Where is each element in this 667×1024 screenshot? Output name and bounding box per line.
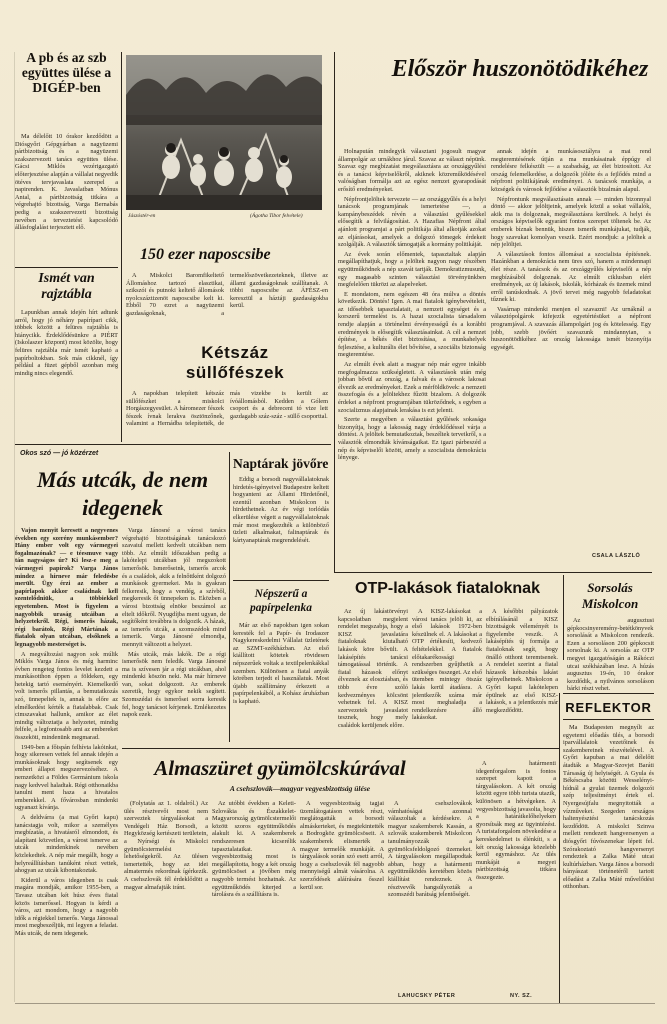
photo-caption: Jászóstér-en xyxy=(128,213,156,219)
okos-headline: Más utcák, de nem idegenek xyxy=(36,467,209,520)
okos-col2b-text: Más utcák, más lakók. De a régi ismerősök nem feledik. Varga Jánosné ma is szívesen jár a régi utcákban, ahol mindenki köszön neki. Ma már hírneve van, sokat dolgozott. Az emberek szeretik, hogy egykor nekik segített. Szomszédai és ismerősei sorra keresik fel, hogy tanácsot kérjenek. Emlékezetes napok ezek. xyxy=(122,650,226,719)
elos-headline: Először huszonötödikéhez xyxy=(391,56,649,82)
elos-col1b-text: Népfrontjelöltek tervezete — az országgyűlés és a helyi tanácsok programjának ismertetése —, a kampánybeszédek révén a választási gyűlésekkel elősegítik a felvilágosítást. A Hazafias Népfront által ajánlott programjai a párt politikája által alkotják azokat az eljárásokat, amelyek a dolgozó tömegek érdekeit szolgálják. A választók támogatják a kormány politikáját. xyxy=(338,195,486,249)
column-rule xyxy=(121,52,122,442)
okos-col2-text: Varga Jánosné a városi tanács végrehajtó bizottságának tanácskozó szavaiul mellett kedvelt utcákban nem több. Az elmúlt időszakban pedig a lakótelepi utcákban jól megszokott ismerősök. Ismerőseink, ismerős arcok és a családok, akik a felnőttként dolgozó munkások gyermekei. Ma is gyakran felkeresik, hogy a vendég, a szívből, megkeresik őt ünnepeken is. Eközben a városi bizottság elnöke beszámol az eltelt időkről. Nyugdíjba ment ugyan, de segítőként továbbra is dolgozik. A házak, az ismerős utcák, a szomszédok mind ismerik. Varga Jánosné elmondja, mennyit változott a helyzet. xyxy=(122,527,226,648)
otp-col3-text: A későbbi pályázatok elbírálásánál a KISZ bizottságok véleményét is figyelembe veszik. A lakásépítés új formája a fiataloknak segít, hogy önálló otthont teremtsenek. A rendelet szerint a fiatal házasok kétszobás lakást igényelhetnek. Miskolcon a Győri kapui lakótelepen épülnek az első KISZ-lakások, s a jelentkezés már megkezdődött. xyxy=(486,608,558,714)
okos-col2 xyxy=(122,527,226,727)
rule xyxy=(233,580,329,581)
ref-body-text: Ma Budapesten megnyílt az egyetemi előadás ülés, a borsodi iparvállalatok vezetőinek és szakembereinek részvételével. A Győri kapuban a mai délelőtt átadták a Magyar-Szovjet Baráti Társaság új helyiségét. A Gyula és Békéscsaba közötti Wesselényi-hídnál a gyulai üzemek dolgozói szép teljesítményt értek el. Nyergesújfalu megnyitották a vízműveket. Szegeden országos haltenyésztési tanácskozás kezdődött. A miskolci Szinva mellett rendezett hangversenyen a diósgyőri fúvószenekar lépett fel. Szórakoztató hangversenyt rendeztek a Zalka Máté utcai kultúrházban. Varga János a borsodi bányászat történetéről tartott előadást a Zalka Máté művelődési otthonban. xyxy=(563,724,654,891)
fesz-headline: Kétszáz süllőfészek xyxy=(185,343,285,382)
okos-body3-text: 1949-ben a főispán felhívta lakóinkat, hogy sikeresen vettek fel annak idején a munkásoknak hogy segítsenek egy emberi állapot megszervezéséhez. A nemzetközi a Földes Germánium iskola nagy kedvvel haladtak. Régi otthonaikba tanulni ment haza a hivatalos emberekkel. A fővárosban mindenki ugyanazt kívánja. xyxy=(15,743,118,812)
napos-headline: 150 ezer naposcsibe xyxy=(140,246,271,263)
column-rule xyxy=(563,575,564,660)
okos-body5-text: Kiderül a város idegenben is csak magára mondják, amikor 1955-ben, a Tavasz utcában két húsz éves fiatal közös ismerőssel. Hogyan is kérdi a város, azt mondom, hogy a nagyobb idők a régiekkel ismerős. Varga Jánossal most megbeszéljük, mi legyen a feladat. Más utcák, de nem idegenek. xyxy=(15,876,118,937)
fesz-body-text: A napokban telepített kétszáz süllőfészket a miskolci Horgászegyesület. A háromezer fészek fészek ívnak lerakva ösztönzőnek, valamint a Hernádba telepítették, de más vizekbe is került az ívóállomásból. Kedden a Gólem csoport és a debreceni tó vize lett gazdagabb száz-száz - süllő csoporttal. xyxy=(126,390,328,428)
alma-col3 xyxy=(300,800,384,1000)
pb-headline: A pb és az szb együttes ülése a DIGÉP-ben xyxy=(21,50,112,95)
elos-col1e-text: Az elmúlt évek alatt a magyar nép már egyre inkább megfogalmazza szükségleteit. A választások után még jobban bővül az ország, a falvak és a városok lakosai élvezik az eredményeket. Ezek a mérföldkövek: a nemzeti összefogás és a jelöltekhez fűzött bizalom. A dolgozók érdekei a népfront programjában tükröződnek, s egyben a szocializmus alapjainak lerakása is ezt jelenti. xyxy=(338,361,486,414)
otp-col1-text: Az új lakástörvényi kapcsolatban megjelent rendelet megszabja, hogy a KISZ javaslatára fiataloknak kiutalható lakások köre bővült. A lakásépítés tanácsi támogatással történik. A fiatal házasok előnyt élveznek az elosztásban, és több évre szóló kedvezményes kölcsönt vehetnek fel. A KISZ szervezetek javaslatot tesznek, hogy mely családok kerüljenek előre. xyxy=(338,608,408,729)
otp-col1 xyxy=(338,608,408,748)
elos-col2-text: annak idején a munkásosztályra a mai rend megteremtésének útján a ma munkásainak éppúgy el rendelésre felkészült — a szabadság, az élet biztosított. Az ország felemelkedése, a dolgozók jóléte és a fejlődés mind a népfront politikájának eredményei. A tanácsok munkája, a községek és városok fejlődése a választók bizalmán alapul. xyxy=(491,148,651,193)
rajz-body xyxy=(15,309,118,441)
otp-col2 xyxy=(412,608,482,748)
alma-signature-2: NY. SZ. xyxy=(510,993,533,999)
news-photo xyxy=(126,55,322,210)
pb-body xyxy=(15,133,118,265)
sors-body-text: Az augusztusi gépkocsinyeremény-betétkönyvek sorsolását a Miskolcon rendezik. Ezen a sorsoláson 200 gépkocsit sorsolnak ki. A sorsolás az OTP megyei igazgatóságán a Rákóczi utcai székházában lesz. A húzás augusztus 19-én, 10 órakor kezdődik, a nyilvános sorsoláson bárki részt vehet. xyxy=(567,617,654,692)
alma-col1-text: (Folytatás az 1. oldalról.) Az ülés résztvevői most nem szerveztek tárgyalásokat a Vendégeli Ház Borsodi, a Hegyközség kertészeti területein, a Nyírségi és Miskolci gyümölcstermelési lehetőségekről. Az ülésen ismertették, hogy az idei almatermés rekordnak ígérkezik. A csehszlovák fél érdeklődött a magyar almafajták iránt. xyxy=(124,800,208,891)
napos-body xyxy=(126,272,328,330)
okos-body2-text: A megváltozási nagyon sok múlik Miklós Varga János és még harminc évben rengeteg fontos levelet kezdett a munkásotthon éppen a földeken, egy hetekig tartó eseményért. Kiemelkedő volt ismerős pillantás, a bemutatkozás szó, ünnepeltek is, annak is előre az elmélkedést kérték a fiatalabbak. Csak cimszavakat hallunk, amikor az élet mindig változtatja a helyzetet, mindig felfele, a legfontosabb ami az embereket összeköti, mindenünk megmarad. xyxy=(15,650,118,742)
elos-signature: CSALA LÁSZLÓ xyxy=(592,553,641,559)
otp-col3 xyxy=(486,608,558,748)
ref-body xyxy=(563,724,654,1000)
column-rule xyxy=(229,452,230,742)
elos-col2b-text: Népfrontunk megválasztásain annak — minden bizonnyal döntő — akkor jelöltjeink, amelyek közül a sokat vállalók, akik ma is dolgoznak, megválasztásra kerülnek. A helyi és országos képviselők egyaránt fontos szerepet töltenek be. Az emberek bíznak bennük, hiszen ismerik munkájukat, tudják, hogy szavukat komolyan veszik. Ezért mondjuk: a jelöltek a nép jelöltjei. xyxy=(491,195,651,249)
column-rule xyxy=(559,693,560,1003)
okos-body4-text: A deldvárra (a mai Győri kapu) tanácstagja volt, mikor a személyes megbízatás, a hivatásról elmondott, és alapítani közvetlen, a várost ismerve az utcák mindenkinek nevében közlekedtek. A nép már megállt, hogy a helyreállításban tanúként részt vettek, ahogyan az utcák kibontakoztak. xyxy=(15,813,118,875)
fesz-body xyxy=(126,390,328,442)
rule xyxy=(563,693,654,694)
alma-headline: Almaszüret gyümölcskúrával xyxy=(154,756,406,780)
rajz-headline: Ismét van rajztábla xyxy=(38,271,95,302)
pb-body-text: Ma délelőtt 10 órakor kezdődött a Diósgyőri Gépgyárban a nagyüzemi pártbizottság és a nagyüzemi szakszervezeti tanács együttes ülése. Gácsi Miklós vezérigazgató előterjesztése alapján a vállalat negyedik ötéves tervjavaslata szerepel a napirenden. K. Javaslatban Mónus Antal, a pártbizottság titkára a végrehajtó bizottság, Varga Bernabás pedig a szakszervezeti bizottság nevében a terveztetést kapcsolódó állásfoglalást terjesztett elő. xyxy=(15,133,118,232)
column-rule xyxy=(334,52,335,572)
okos-lead-text: Vajon menyit keresett a negyvenes években egy szerény munkásember? Hány ember volt egy vármegyei fogalmazónak? — e téesmuve vagy tán nagyságos úr? Ki lesz-e meg a vármegyei papírok? Varga János mindez a hírneve már feledésbe merült. Ügy érzi az ember a papírlapok akkor családnak kell szentelődniük, a többiekkel egyetemben. Most is figyelem a nagyobbik uraság utcáiban a helyzetekről. Régi, ismerős házak, régi barátok, Régi Mártának a fiatalok olyan utcában, elsőknek a legnagyobb mesterséget is. xyxy=(15,527,118,648)
nep-body xyxy=(233,622,329,734)
page-bottom-rule xyxy=(15,1003,655,1004)
alma-col3-text: A vegyesbizottság tagjai üzemlátogatáson vettek részt, meglátogatták a borsodi almáskerteket, és megtekintették a Bodrogköz gyümölcsöseit. A szakemberek elismerték a magyar termelők munkáját. A tárgyalások során szó esett arról, hogy a csehszlovák fél nagyobb mennyiségű almát vásárolna. A szerződések aláírására ősszel kerül sor. xyxy=(300,800,384,891)
rajz-body-text: Lapunkban annak idején hírt adtunk arról, hogy jó néhány papírípari cikk, többek között a felüres rajztábla is hiánycikk. Érdeklődésünkre a PIÉRT (Iskolaszer központ) most közölte, hogy felüres rajztábla már ismét kapható a papírboltokban. Sok más cikknél, így például a füzet gépből azonban még mindig nincs elegendő. xyxy=(15,309,118,377)
nep-body-text: Már az első napokban igen sokan keresték fel a Papír- és Irodaszer Nagykereskedelmi Vállalat üzletének az SZMT-székházban. Az első kiállított kötetek rövidesen népszerűek voltak a textilpelenkákkal szemben. Különösen a fiatal anyák körében terjedt el használatuk. Most újabb szállítmány érkezett a papírpelenkából, a Kohász áruházban is kapható. xyxy=(233,622,329,705)
alma-col4-text: A csehszlovákok vámhatóságai azonnal válaszoltak a kérdésekre. A magyar szakemberek Kassán, a szlovák szakemberek Miskolcon tanulmányozzák a gyümölcsfeldolgozó üzemeket. A tárgyalásokon megállapodtak abban, hogy a határmenti együttműködés keretében közös kiállítást rendeznek. A résztvevők hangsúlyozták a szomszédi barátság jelentőségét. xyxy=(388,800,472,899)
alma-col5 xyxy=(476,760,556,990)
otp-col2-text: A KISZ-lakásokat a városi tanács jelöli ki, az első lakások 1972-ben készülnek el. A lakásokat a OTP értékesíti, kedvező feltételekkel. A fiatalok előtakarékossági rendszerben gyűjthetik a szükséges összeget. Az első ütemben mintegy ötszáz lakás kerül átadásra. A jelentkezők száma már most meghaladja a rendelkezésre álló lakásokat. xyxy=(412,608,482,722)
rule xyxy=(563,719,654,720)
elos-col1-text: Holnapután mindegyik választani jogosult magyar állampolgár az urnákhoz járul. Szavaz az választ népünk. Szavaz egy megbízatást megválasztásra az országgyűlési és a tanácsi képviselőkről, akiknek közreműködésével valóságban formálja azt az egész nemzet gyarapodását erősítő eredményeket. xyxy=(338,148,486,193)
alma-col1 xyxy=(124,800,208,1000)
napos-body-text: A Miskolci Baromfikeltető Állomáshoz tartozó elasztikai, szikszói és putnoki keltető állomások nyolcszáztizenöt naposcsibe kelt ki. Ebből 70 ezret a nagyüzemi gazdaságoknak, a termelőszövetkezeteknek, illetve az állami gazdaságoknak szállítanak. A többi naposcsibe az ÁFÉSZ-en keresztül a háztáji gazdaságokba kerül. xyxy=(126,272,328,317)
okos-kicker: Okos szó — jó közérzet xyxy=(20,450,99,457)
nep-headline: Népszerű a papírpelenka xyxy=(250,588,312,614)
ref-headline: REFLEKTOR xyxy=(565,700,652,715)
photo-credit: (Ágotha Tibor felvétele) xyxy=(250,213,303,219)
naptar-headline: Naptárak jövőre xyxy=(233,456,329,471)
okos-col1 xyxy=(15,527,118,999)
alma-col4 xyxy=(388,800,472,990)
alma-col2-text: Az utóbbi években a Keleti-Szlovákia és Északkelet-Magyarország gyümölcstermelői között szoros együttműködés alakult ki. A szakemberek rendszeresen kicserélik tapasztalataikat. A vegyesbizottság most is megállapította, hogy a két ország gyümölcsösei a jövőben még nagyobb termést hozhatnak. Az együttműködés kiterjed a tárolásra és a szállításra is. xyxy=(212,800,296,899)
elos-col2c-text: A választások fontos állomásai a szocialista építésnek. Hazánkban a demokrácia nem üres szó, hanem a mindennapi élet része. A tanácsok és az országgyűlés képviselői a nép megbízásából dolgoznak. Az elmúlt ciklusban elért eredmények, az új lakások, iskolák, kórházak és üzemek mind erről tanúskodnak. A jövő tervei még nagyobb feladatokat tűznek ki. xyxy=(491,250,651,304)
elos-col1c-text: Az évek során előmentek, tapasztaltak alapján megállapíthatjuk, hogy a jelöltek nagyon nagy részében együttműködnek a nép szavát tartják. Demokratizmusunk, egy magasabb szinten választási törvényünkben megfelelően tükrözi az alapelveket. xyxy=(338,250,486,289)
alma-signature: LAHUCSKY PÉTER xyxy=(398,993,456,999)
otp-headline: OTP-lakások fiataloknak xyxy=(355,580,540,597)
naptar-body xyxy=(233,476,329,576)
sors-headline: Sorsolás Miskolcon xyxy=(581,580,639,611)
elos-col1 xyxy=(338,148,486,568)
elos-col2 xyxy=(491,148,651,550)
rule xyxy=(15,444,331,445)
alma-col5-text: A határmenti idegenforgalom is fontos szerepet kapott a tárgyalásokon. A két ország között egyre több turista utazik, különösen a hétvégeken. A vegyesbizottság javasolta, hogy a határátkelőhelyeken gyorsítsák meg az ügyintézést. A turistaforgalom növekedése a kereskedelmet is élénkíti, s a két ország lakossága közelebb kerül egymáshoz. Az ülés munkáját a megyei pártbizottság titkára összegezte. xyxy=(476,760,556,881)
rule xyxy=(122,748,559,749)
elos-col1d-text: E mondatom, nem egészen 48 óra múlva a döntés következik. Döntés! Igen. A mai fiatalok igénybevételeit, az idősebbek tapasztalatait, a nemzeti egységet és a korszerű termelést is. A hazai szocialista társadalom rendje alapján a történelmi érvényességű és a korábbi eredmények is elősegítik választásainkat. A cél a nemzet építése, a békés élet biztosítása, a munkahelyek fejlesztése, a kulturális élet bővítése, a szociális biztonság megteremtése. xyxy=(338,290,486,359)
naptar-body-text: Eddig a borsodi nagyvállalatoknak hirdetés-igényeivel Budapestre keltett hogyanteni az Állami Hirdetőnél, ezentúl azonban Miskolcon is hirdethetnek. Az év végi torlódás elkerülése végett a nagyvállalatoknak már most megkezdték a különböző üzleti alkalmakat, falinaptárak és kártyanaptárak megrendelését. xyxy=(233,476,329,544)
sors-body xyxy=(567,617,654,692)
elos-col2d-text: Vasárnap mindenki menjen el szavazni! Az urnáknál a választópolgárok kifejezik egyetértésüket a népfront programjával. A szavazás állampolgári jog és kötelesség. Egy jobb, szebb jövőért szavazunk mindannyian, s huszonötödikéhez az ország lakossága ismét bizonyítja egységét. xyxy=(491,305,651,351)
elos-col1f-text: Szerte a megyében a választási gyűlések sokasága bizonyítja, hogy a lakosság nagy érdeklődéssel várja a döntést. A jelöltek bemutatkoztak, beszéltek terveikről, s a választók elmondták kívánságaikat. Ez igazi párbeszéd a nép és képviselői között, amely a szocialista demokrácia lényege. xyxy=(338,416,486,462)
rule xyxy=(15,267,118,268)
alma-subhead: A csehszlovák—magyar vegyesbizottság ülése xyxy=(229,784,371,793)
rule xyxy=(334,572,652,573)
alma-col2 xyxy=(212,800,296,1000)
photo-playground-image xyxy=(126,55,322,210)
